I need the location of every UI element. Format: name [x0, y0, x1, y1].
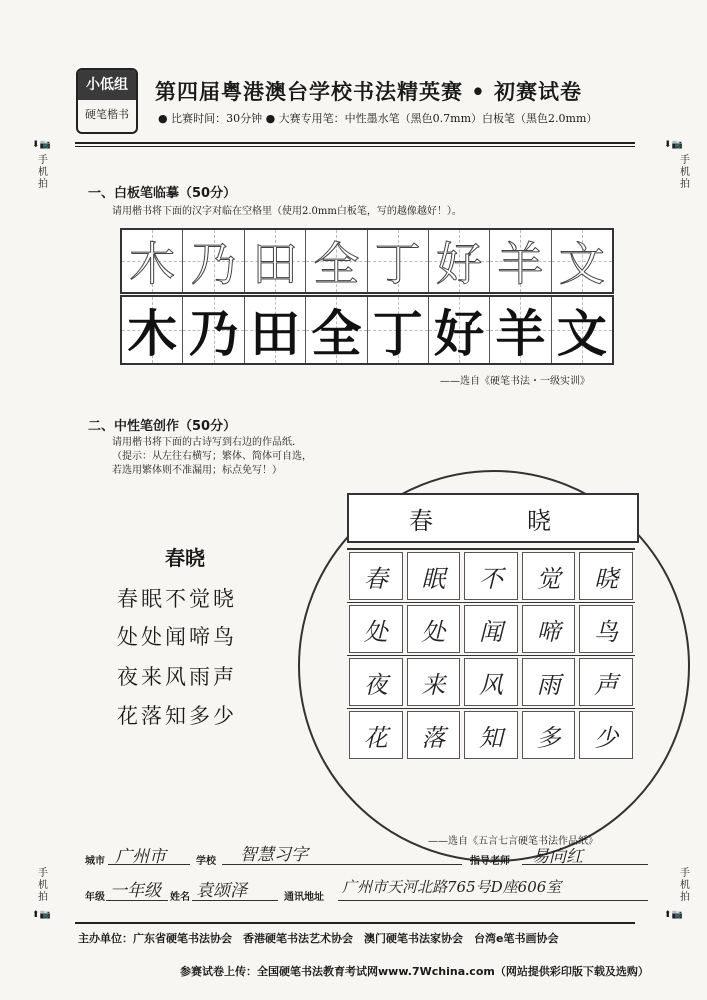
address-value: 广州市天河北路765号D座606室 — [342, 878, 562, 896]
poem-line-2: 处处闻啼鸟 — [117, 625, 237, 649]
section2-instruction-1: 请用楷书将下面的古诗写到右边的作品纸． — [112, 437, 302, 448]
section1-source: ——选自《硬笔书法・一级实训》 — [440, 376, 590, 387]
trace-cell-1 — [122, 230, 183, 292]
page-title: 第四届粤港澳台学校书法精英赛 • 初赛试卷 — [155, 79, 583, 104]
grade-underline — [106, 900, 168, 901]
header-divider-thin — [75, 146, 635, 147]
work-cell: 眠 — [407, 552, 461, 600]
grade-label: 年级 — [85, 892, 105, 903]
model-cell-3 — [245, 297, 306, 363]
trace-cell-3 — [245, 230, 306, 292]
work-cell: 声 — [579, 658, 633, 706]
trace-cell-4 — [306, 230, 367, 292]
work-cell: 花 — [349, 711, 403, 759]
poem-line-1: 春眠不觉晓 — [117, 587, 237, 611]
poem-line-3: 夜来风雨声 — [117, 665, 237, 689]
badge-group-label: 小低组 — [78, 70, 136, 100]
work-row-4 — [347, 708, 635, 761]
model-char: 羊 — [495, 304, 546, 363]
model-char: 乃 — [188, 304, 239, 363]
work-cell: 落 — [407, 711, 461, 759]
work-cell: 不 — [464, 552, 518, 600]
trace-cell-6 — [429, 230, 490, 292]
work-cell: 鸟 — [579, 605, 633, 653]
work-grid — [347, 548, 635, 761]
city-value: 广州市 — [115, 847, 166, 867]
city-underline — [108, 864, 190, 865]
grade-value: 一年级 — [110, 881, 161, 901]
school-value: 智慧习字 — [240, 845, 308, 865]
poem-line-4: 花落知多少 — [117, 704, 237, 728]
teacher-underline — [522, 864, 648, 865]
bottom-right-camera-marker: ⬆📷 — [664, 910, 683, 920]
work-row-2 — [347, 602, 635, 655]
model-char: 田 — [249, 304, 300, 363]
address-label: 通讯地址 — [284, 892, 324, 903]
phone-photo-label-br: 手机拍 — [680, 868, 690, 903]
group-badge — [76, 68, 138, 134]
tracing-row-model — [120, 295, 614, 365]
work-cell: 来 — [407, 658, 461, 706]
work-cell: 处 — [407, 605, 461, 653]
organizers: 主办单位：广东省硬笔书法协会 香港硬笔书法艺术协会 澳门硬笔书法家协会 台湾e笔书画协会 — [78, 932, 559, 945]
work-cell: 春 — [349, 552, 403, 600]
trace-char: 文 — [558, 237, 605, 291]
trace-char: 羊 — [497, 237, 544, 291]
trace-cell-8 — [552, 230, 612, 292]
section2-instruction-3: 若选用繁体则不准漏用；标点免写！） — [112, 465, 282, 476]
trace-char: 田 — [251, 237, 298, 291]
work-cell: 多 — [522, 711, 576, 759]
name-label: 姓名 — [170, 892, 190, 903]
work-cell: 觉 — [522, 552, 576, 600]
work-title-char-1: 春 — [409, 507, 433, 535]
school-underline — [222, 864, 462, 865]
section1-heading: 一、白板笔临摹（50分） — [88, 186, 237, 201]
work-cell: 啼 — [522, 605, 576, 653]
work-cell: 雨 — [522, 658, 576, 706]
model-cell-2 — [183, 297, 244, 363]
name-value: 袁颂泽 — [196, 881, 247, 901]
trace-char: 全 — [313, 237, 360, 291]
work-cell: 晓 — [579, 552, 633, 600]
tracing-row-outline — [120, 228, 614, 294]
header-divider — [75, 142, 635, 144]
model-cell-4 — [306, 297, 367, 363]
phone-photo-label-tr: 手机拍 — [680, 155, 690, 190]
work-cell: 知 — [464, 711, 518, 759]
work-cell: 少 — [579, 711, 633, 759]
teacher-label: 指导老师 — [470, 856, 510, 867]
trace-cell-2 — [183, 230, 244, 292]
top-left-camera-marker: ⬇📷 — [32, 140, 51, 150]
upload-info: 参赛试卷上传：全国硬笔书法教育考试网www.7Wchina.com（网站提供彩印版下载及选购） — [180, 965, 649, 978]
trace-cell-5 — [368, 230, 429, 292]
model-char: 全 — [311, 304, 362, 363]
work-cell: 风 — [464, 658, 518, 706]
model-cell-1 — [122, 297, 183, 363]
section2-instruction-2: （提示：从左往右横写；繁体、简体可自选， — [112, 451, 312, 462]
work-title-box — [347, 493, 639, 543]
model-cell-7 — [490, 297, 551, 363]
work-row-3 — [347, 655, 635, 708]
model-char: 好 — [434, 304, 485, 363]
trace-cell-7 — [490, 230, 551, 292]
model-cell-8 — [552, 297, 612, 363]
work-row-1 — [347, 548, 635, 602]
trace-char: 木 — [129, 237, 176, 291]
address-underline — [338, 900, 648, 901]
section2-source: ——选自《五言七言硬笔书法作品纸》 — [428, 836, 598, 847]
model-cell-5 — [368, 297, 429, 363]
trace-char: 乃 — [190, 237, 237, 291]
section1-instruction: 请用楷书将下面的汉字对临在空格里（使用2.0mm白板笔，写的越像越好！）。 — [112, 206, 462, 217]
work-cell: 夜 — [349, 658, 403, 706]
model-char: 木 — [127, 304, 178, 363]
name-underline — [192, 900, 278, 901]
footer-divider — [75, 922, 635, 924]
poem-title: 春晓 — [165, 546, 205, 570]
city-label: 城市 — [85, 856, 105, 867]
work-title-char-2: 晓 — [527, 507, 551, 535]
work-cell: 处 — [349, 605, 403, 653]
exam-info: ● 比赛时间：30分钟 ● 大赛专用笔：中性墨水笔（黑色0.7mm）白板笔（黑色2.0mm） — [158, 112, 598, 125]
trace-char: 丁 — [374, 237, 421, 291]
work-cell: 闻 — [464, 605, 518, 653]
badge-category-label: 硬笔楷书 — [85, 108, 129, 121]
teacher-value: 易向红 — [532, 847, 583, 867]
section2-heading: 二、中性笔创作（50分） — [88, 419, 237, 434]
model-char: 丁 — [372, 304, 423, 363]
trace-char: 好 — [436, 237, 483, 291]
school-label: 学校 — [196, 856, 216, 867]
phone-photo-label-tl: 手机拍 — [38, 155, 48, 190]
top-right-camera-marker: ⬇📷 — [664, 140, 683, 150]
model-char: 文 — [556, 304, 607, 363]
model-cell-6 — [429, 297, 490, 363]
phone-photo-label-bl: 手机拍 — [38, 868, 48, 903]
bottom-left-camera-marker: ⬆📷 — [32, 910, 51, 920]
